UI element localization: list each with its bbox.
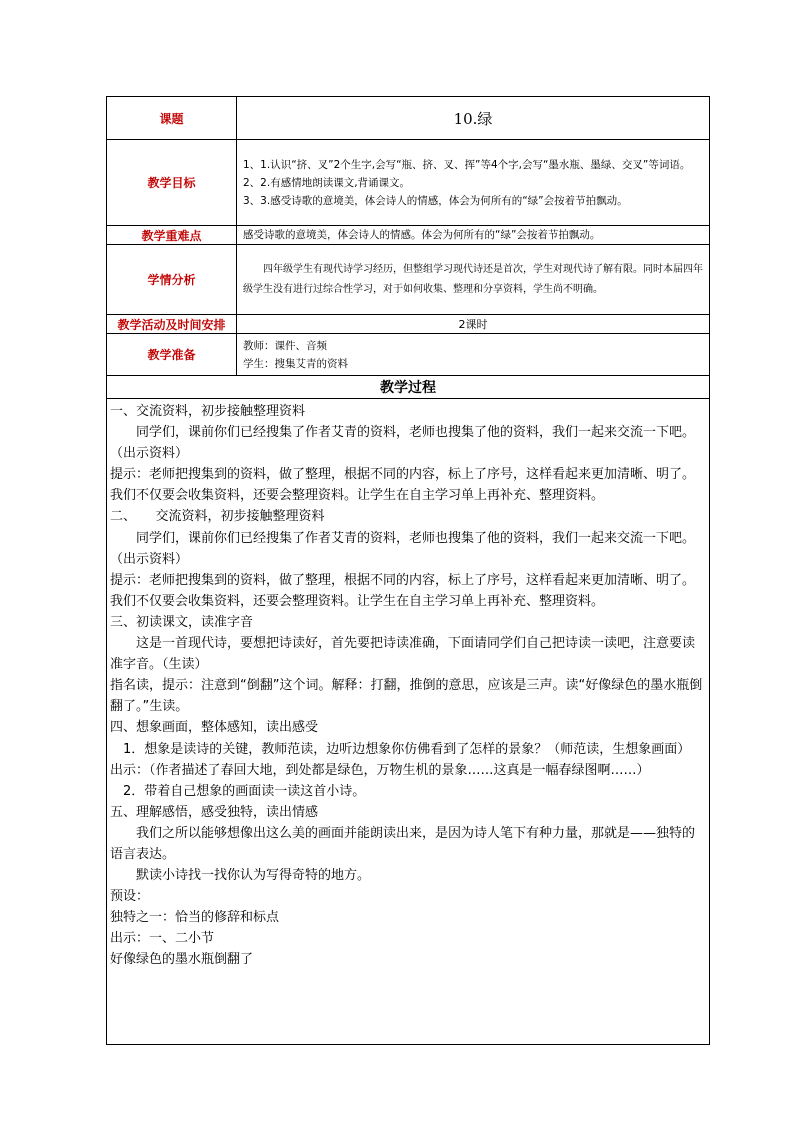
process-paragraph: 指名读，提示：注意到“倒翻”这个词。解释：打翻，推倒的意思，应该是三声。读“好像绿色的墨水瓶倒翻了。”生读。 bbox=[110, 678, 703, 715]
row-process bbox=[107, 399, 710, 1045]
analysis-label: 学情分析 bbox=[107, 245, 237, 315]
analysis-cell bbox=[237, 245, 710, 315]
process-paragraph: 默读小诗找一找你认为写得奇特的地方。 bbox=[136, 868, 371, 884]
process-paragraph: 2．带着自己想象的画面读一读这首小诗。 bbox=[123, 783, 366, 799]
section-heading: 三、初读课文，读准字音 bbox=[110, 614, 254, 630]
process-paragraph: 好像绿色的墨水瓶倒翻了 bbox=[110, 952, 254, 968]
activity-value: 2课时 bbox=[237, 315, 710, 334]
row-analysis bbox=[107, 245, 710, 315]
process-paragraph: 出示：一、二小节 bbox=[110, 931, 215, 947]
prep-line: 教师：课件、音频 bbox=[243, 339, 327, 352]
process-paragraph: 出示：（作者描述了春回大地，到处都是绿色，万物生机的景象……这真是一幅春绿图啊……） bbox=[110, 762, 650, 778]
prep-label: 教学准备 bbox=[107, 334, 237, 376]
goal-item: 1、1.认识“挤、叉”2个生字,会写“瓶、挤、叉、挥”等4个字,会写“墨水瓶、墨绿、交叉”等词语。 bbox=[243, 158, 691, 171]
process-paragraph: 提示：老师把搜集到的资料，做了整理，根据不同的内容，标上了序号，这样看起来更加清晰、明了。我们不仅要会收集资料，还要会整理资料。让学生在自主学习单上再补充、整理资料。 bbox=[110, 467, 696, 504]
row-process-head bbox=[107, 376, 710, 399]
goal-item: 2、2.有感情地朗读课文,背诵课文。 bbox=[243, 176, 411, 189]
prep-cell bbox=[237, 334, 710, 376]
process-paragraph: 独特之一：恰当的修辞和标点 bbox=[110, 910, 280, 926]
section-heading: 二、 交流资料，初步接触整理资料 bbox=[110, 509, 325, 525]
prep-line: 学生：搜集艾青的资料 bbox=[243, 357, 348, 370]
process-label: 教学过程 bbox=[107, 376, 710, 399]
lesson-plan-table bbox=[106, 96, 710, 1045]
process-paragraph: 提示：老师把搜集到的资料，做了整理，根据不同的内容，标上了序号，这样看起来更加清晰、明了。我们不仅要会收集资料，还要会整理资料。让学生在自主学习单上再补充、整理资料。 bbox=[110, 572, 696, 609]
analysis-value: 四年级学生有现代诗学习经历，但整组学习现代诗还是首次，学生对现代诗了解有限。同时本届四年级学生没有进行过综合性学习，对于如何收集、整理和分享资料，学生尚不明确。 bbox=[243, 263, 703, 295]
section-heading: 一、交流资料，初步接触整理资料 bbox=[110, 404, 306, 419]
title-value: 10.绿 bbox=[237, 97, 710, 140]
goals-cell bbox=[237, 140, 710, 226]
process-paragraph: 同学们，课前你们已经搜集了作者艾青的资料，老师也搜集了他的资料，我们一起来交流一下吧。（出示资料） bbox=[110, 530, 696, 567]
title-label: 课题 bbox=[107, 97, 237, 140]
goals-label: 教学目标 bbox=[107, 140, 237, 226]
row-key bbox=[107, 226, 710, 245]
section-heading: 四、想象画面，整体感知，读出感受 bbox=[110, 720, 319, 736]
row-activity bbox=[107, 315, 710, 334]
key-value: 感受诗歌的意境美，体会诗人的情感。体会为何所有的“绿”会按着节拍飘动。 bbox=[237, 226, 710, 245]
lesson-plan-page bbox=[106, 96, 709, 1045]
process-paragraph: 预设： bbox=[110, 889, 150, 905]
process-paragraph: 同学们，课前你们已经搜集了作者艾青的资料，老师也搜集了他的资料，我们一起来交流一下吧。（出示资料） bbox=[110, 425, 696, 462]
row-goals bbox=[107, 140, 710, 226]
process-cell bbox=[107, 399, 710, 1045]
process-paragraph: 1．想象是读诗的关键，教师范读，边听边想象你仿佛看到了怎样的景象？（师范读，生想象画面） bbox=[123, 741, 691, 757]
section-heading: 五、理解感悟，感受独特，读出情感 bbox=[110, 804, 319, 820]
row-prep bbox=[107, 334, 710, 376]
process-paragraph: 我们之所以能够想像出这么美的画面并能朗读出来，是因为诗人笔下有种力量，那就是——独特的语言表达。 bbox=[110, 825, 696, 862]
key-label: 教学重难点 bbox=[107, 226, 237, 245]
activity-label: 教学活动及时间安排 bbox=[107, 315, 237, 334]
goal-item: 3、3.感受诗歌的意境美，体会诗人的情感，体会为何所有的“绿”会按着节拍飘动。 bbox=[243, 194, 628, 207]
row-title bbox=[107, 97, 710, 140]
process-paragraph: 这是一首现代诗，要想把诗读好，首先要把诗读准确，下面请同学们自己把诗读一读吧，注意要读准字音。（生读） bbox=[110, 636, 696, 673]
